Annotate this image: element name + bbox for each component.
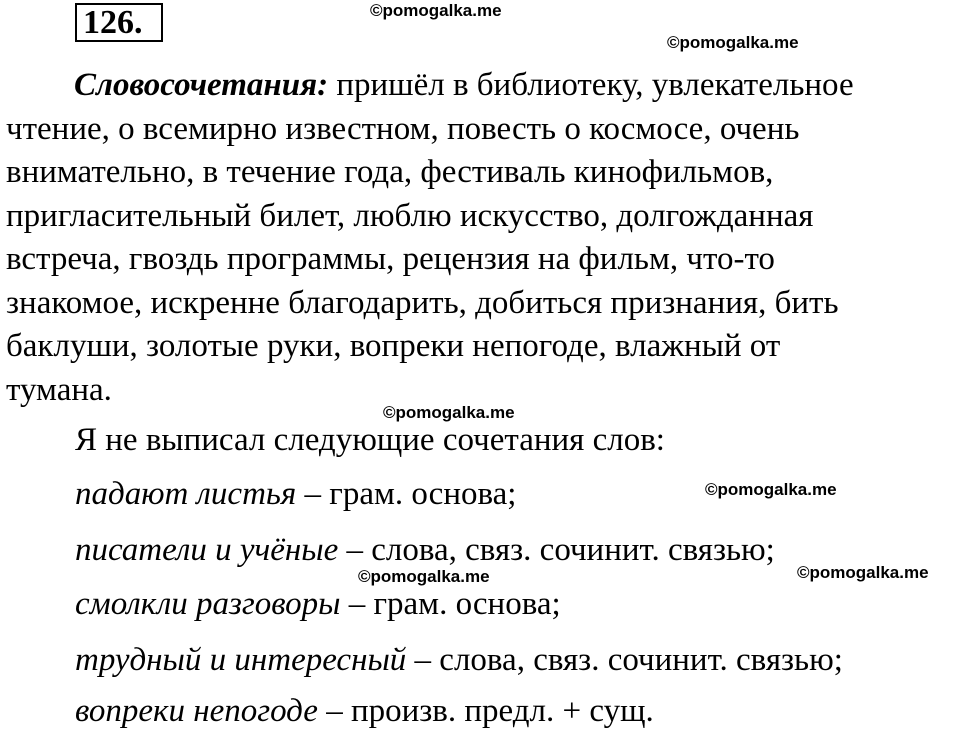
watermark: ©pomogalka.me	[797, 563, 929, 582]
excluded-phrase: писатели и учёные	[75, 532, 339, 568]
excluded-reason: – слова, связ. сочинит. связью;	[406, 642, 843, 678]
paragraph-line: пригласительный билет, люблю искусство, долгожданная	[6, 197, 814, 234]
watermark: ©pomogalka.me	[705, 480, 837, 499]
watermark: ©pomogalka.me	[358, 567, 490, 586]
excluded-item	[75, 691, 654, 731]
excluded-phrase: смолкли разговоры	[75, 586, 341, 622]
excluded-reason: – слова, связ. сочинит. связью;	[338, 532, 775, 568]
excluded-phrase: трудный и интересный	[75, 642, 407, 678]
watermark: ©pomogalka.me	[667, 33, 799, 52]
paragraph-line: баклуши, золотые руки, вопреки непогоде, влажный от	[6, 328, 781, 364]
paragraph-line: чтение, о всемирно известном, повесть о космосе, очень	[6, 110, 800, 147]
paragraph-line	[6, 64, 956, 108]
excluded-item	[75, 640, 843, 680]
watermark: ©pomogalka.me	[370, 1, 502, 20]
watermark: ©pomogalka.me	[383, 403, 515, 422]
phrases-paragraph	[6, 64, 956, 412]
paragraph-line: тумана.	[6, 371, 112, 408]
excluded-item	[75, 474, 516, 514]
excluded-reason: – грам. основа;	[296, 476, 517, 512]
task-number: 126.	[75, 3, 163, 42]
excluded-phrase: вопреки непогоде	[75, 693, 318, 729]
paragraph-line: встреча, гвоздь программы, рецензия на фильм, что-то	[6, 241, 775, 277]
paragraph-heading: Словосочетания:	[74, 67, 329, 103]
intro-line: Я не выписал следующие сочетания слов:	[75, 422, 665, 458]
paragraph-line: знакомое, искренне благодарить, добиться признания, бить	[6, 284, 839, 321]
excluded-item	[75, 584, 561, 624]
excluded-reason: – грам. основа;	[340, 586, 561, 622]
paragraph-line: внимательно, в течение года, фестиваль кинофильмов,	[6, 154, 774, 190]
excluded-phrase: падают листья	[75, 476, 297, 512]
excluded-reason: – произв. предл. + сущ.	[317, 693, 654, 729]
excluded-item	[75, 530, 775, 570]
paragraph-line-text: пришёл в библиотеку, увлекательное	[328, 67, 854, 103]
